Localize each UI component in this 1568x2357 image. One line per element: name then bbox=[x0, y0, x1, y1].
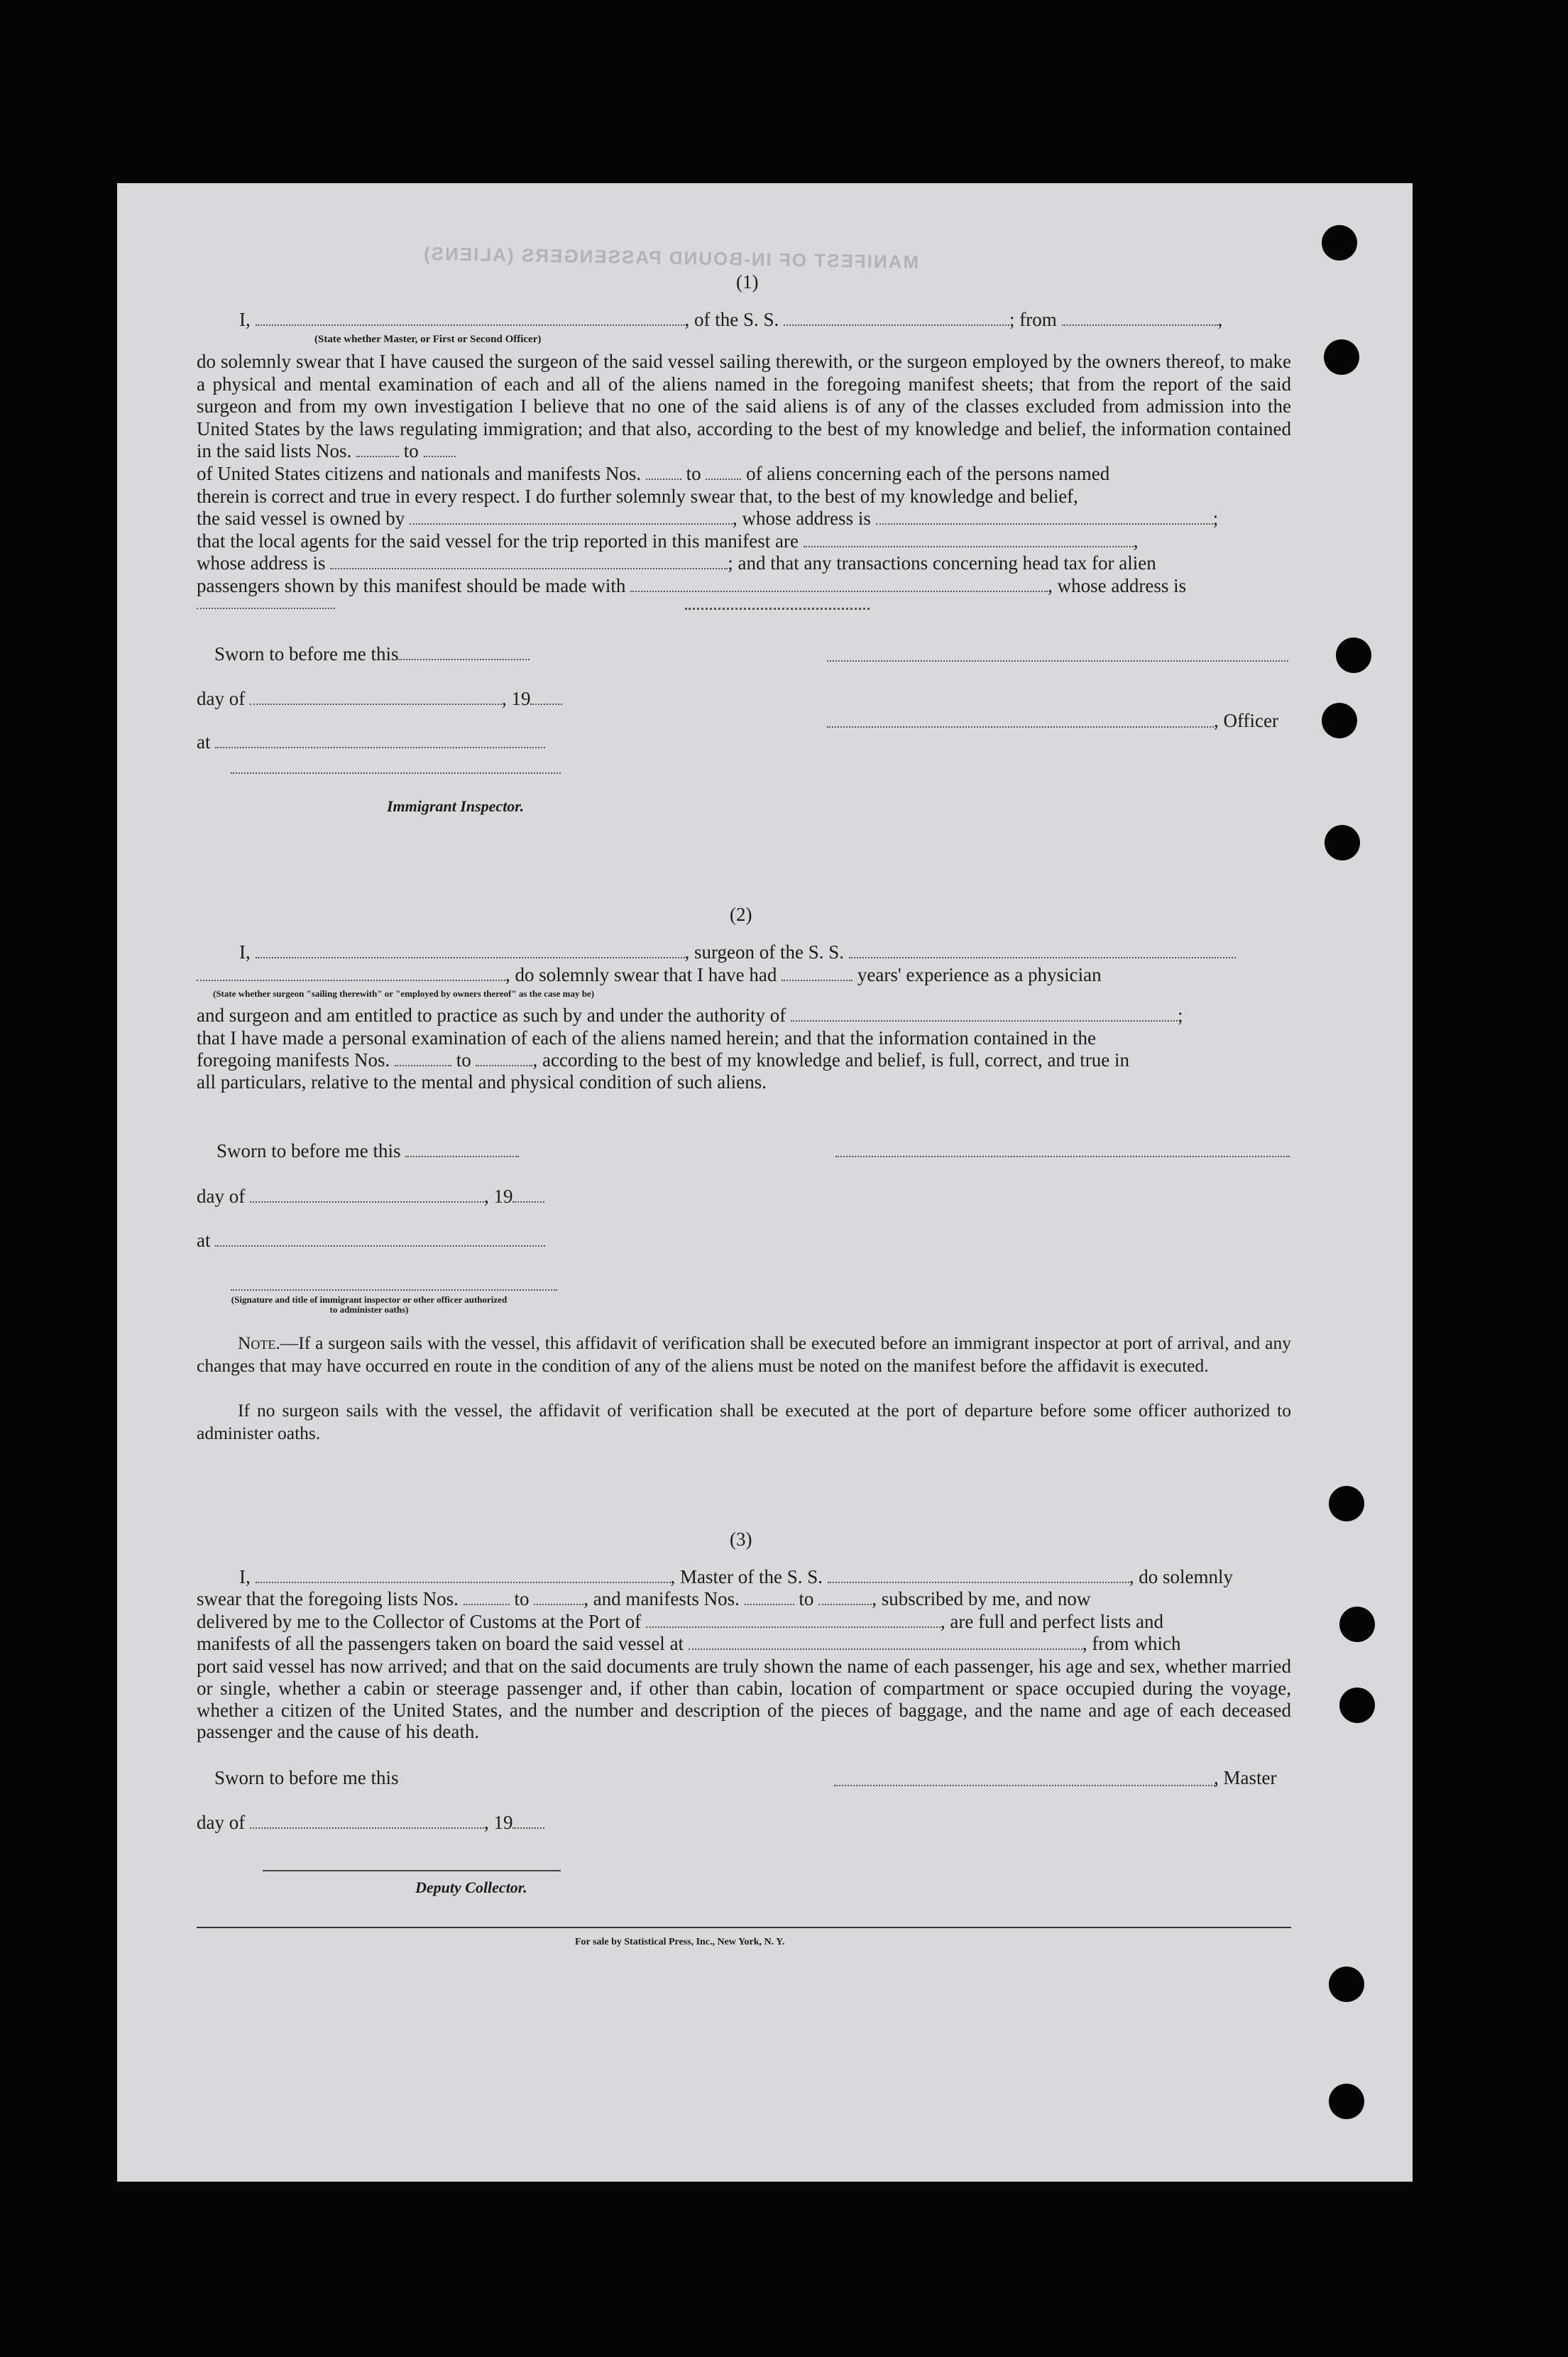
officer-signature-line-2[interactable] bbox=[231, 1289, 557, 1291]
surgeon-manifests-from-field[interactable] bbox=[395, 1049, 451, 1066]
semicolon: ; bbox=[1212, 508, 1219, 529]
years-field[interactable] bbox=[782, 964, 852, 981]
solemnly-label: , do solemnly swear that I have had bbox=[505, 964, 777, 985]
year-label: , 19 bbox=[483, 1812, 513, 1833]
binder-hole bbox=[1325, 825, 1360, 860]
surgeon-manifests-to-field[interactable] bbox=[476, 1049, 532, 1066]
section-1-bottom-rule bbox=[197, 608, 335, 609]
to-label: to bbox=[403, 440, 419, 462]
binder-hole bbox=[1339, 1688, 1375, 1723]
boarding-port-field[interactable] bbox=[689, 1633, 1082, 1650]
to-label: to bbox=[799, 1588, 814, 1609]
surgeon-status-field[interactable] bbox=[197, 964, 505, 981]
semicolon: ; bbox=[1178, 1005, 1183, 1026]
and-manifests-label: , and manifests Nos. bbox=[583, 1588, 740, 1609]
whose-address-label: , whose address is bbox=[732, 508, 871, 529]
at-line-2 bbox=[197, 1230, 545, 1252]
surgeon-vessel-field[interactable] bbox=[849, 941, 1236, 958]
years-label: years' experience as a physician bbox=[857, 964, 1102, 985]
swear-lists-label: swear that the foregoing lists Nos. bbox=[197, 1588, 459, 1609]
year-field-1[interactable] bbox=[530, 688, 562, 705]
year-label: , 19 bbox=[483, 1186, 513, 1207]
officer-signature-line[interactable] bbox=[827, 726, 1214, 728]
sworn-line-3 bbox=[214, 1767, 398, 1790]
manifests-from-field[interactable] bbox=[646, 463, 681, 480]
month-field-3[interactable] bbox=[250, 1812, 484, 1829]
binder-hole bbox=[1322, 225, 1357, 261]
lists-from-field-3[interactable] bbox=[464, 1588, 510, 1605]
section-3-number: (3) bbox=[730, 1529, 752, 1550]
surgeon-name-field[interactable] bbox=[256, 941, 685, 958]
section-2-line1 bbox=[239, 941, 1236, 964]
caption-master: (State whether Master, or First or Second Officer) bbox=[314, 334, 542, 345]
section-1-line1 bbox=[239, 309, 1222, 332]
body-text-b1: of United States citizens and nationals and manifests Nos. bbox=[197, 463, 642, 484]
section-3-line4 bbox=[197, 1633, 1181, 1656]
binder-hole bbox=[1329, 1486, 1364, 1521]
vessel-name-field[interactable] bbox=[784, 309, 1009, 326]
binder-hole bbox=[1336, 638, 1371, 673]
subscribed-label: , subscribed by me, and now bbox=[872, 1588, 1091, 1609]
surgeon-of-label: , surgeon of the S. S. bbox=[684, 941, 845, 963]
practice-line bbox=[197, 1005, 1183, 1027]
section-1-body-a bbox=[197, 351, 1291, 463]
deputy-signature-line[interactable] bbox=[263, 1870, 561, 1871]
day-of-label: day of bbox=[197, 1186, 246, 1207]
section-1-i: I, bbox=[239, 309, 251, 330]
at-label: at bbox=[197, 731, 211, 753]
month-field-2[interactable] bbox=[250, 1186, 484, 1203]
note-paragraph bbox=[197, 1332, 1291, 1377]
vessel-name-field-3[interactable] bbox=[828, 1566, 1129, 1583]
owner-address-field[interactable] bbox=[876, 508, 1213, 525]
manifests-of-label: manifests of all the passengers taken on board the said vessel at bbox=[197, 1633, 684, 1654]
authority-field[interactable] bbox=[791, 1005, 1178, 1022]
footer-text: For sale by Statistical Press, Inc., New York, N. Y. bbox=[575, 1937, 785, 1947]
sworn-label: Sworn to before me this bbox=[214, 643, 399, 665]
section-3-line2 bbox=[197, 1588, 1090, 1611]
agent-address-field[interactable] bbox=[330, 552, 728, 569]
from-which-label: , from which bbox=[1082, 1633, 1181, 1654]
whose-address-label: whose address is bbox=[197, 552, 326, 574]
officer-label: , Officer bbox=[1214, 710, 1278, 731]
sworn-label: Sworn to before me this bbox=[214, 1767, 399, 1788]
section-1-body-c: therein is correct and true in every respect. I do further solemnly swear that, to the best of my knowledge and belief, bbox=[197, 486, 1078, 507]
at-label: at bbox=[197, 1230, 211, 1251]
section-3-i: I, bbox=[239, 1566, 251, 1587]
day-of-label: day of bbox=[197, 1812, 246, 1833]
master-signature-line[interactable] bbox=[834, 1785, 1217, 1786]
bleed-through-text: MANIFEST OF IN-BOUND PASSENGERS (ALIENS) bbox=[422, 242, 919, 273]
master-of-label: , Master of the S. S. bbox=[670, 1566, 823, 1587]
master-name-field[interactable] bbox=[256, 309, 685, 326]
body-text-a: do solemnly swear that I have caused the surgeon of the said vessel sailing therewith, or the surgeon employed by the owners thereof, to make a physical and mental examination of each and all of the aliens named in the foregoing manifest sheets; that from the report of the said surgeon and from my own investigation I believe that no one of the said aliens is of any of the classes excluded from admission into the United States by the laws regulating immigration; and that also, according to the best of my knowledge and belief, the information contained in the said lists Nos. bbox=[197, 351, 1291, 462]
binder-hole bbox=[1329, 1967, 1364, 2002]
place-field-1[interactable] bbox=[215, 731, 545, 748]
body-text-b: , according to the best of my knowledge and belief, is full, correct, and true in bbox=[532, 1049, 1129, 1071]
section-1-body-b bbox=[197, 463, 1109, 486]
binder-hole bbox=[1322, 703, 1357, 738]
lists-to-field[interactable] bbox=[424, 440, 456, 457]
owned-by-line bbox=[197, 508, 1218, 530]
to-label: to bbox=[456, 1049, 471, 1071]
local-agents-line bbox=[197, 530, 1138, 553]
officer-signature-line-top[interactable] bbox=[827, 660, 1288, 662]
master-label: , Master bbox=[1214, 1767, 1277, 1788]
local-agents-field[interactable] bbox=[804, 530, 1134, 547]
immigrant-inspector-label: Immigrant Inspector. bbox=[387, 797, 525, 815]
manifests-to-field-3[interactable] bbox=[818, 1588, 872, 1605]
day-of-label: day of bbox=[197, 688, 246, 709]
comma: , bbox=[1133, 530, 1139, 552]
sworn-line-1 bbox=[214, 643, 530, 666]
port-field[interactable] bbox=[646, 1611, 941, 1628]
day-of-line-1 bbox=[197, 688, 562, 711]
section-2-number: (2) bbox=[730, 904, 752, 925]
year-label: , 19 bbox=[501, 688, 531, 709]
manifests-to-field[interactable] bbox=[706, 463, 741, 480]
year-field-3[interactable] bbox=[512, 1812, 544, 1829]
day-of-line-3 bbox=[197, 1812, 544, 1834]
owned-by-label: the said vessel is owned by bbox=[197, 508, 405, 529]
place-field-2[interactable] bbox=[215, 1230, 545, 1247]
head-tax-contact-field[interactable] bbox=[630, 575, 1048, 592]
section-2-body-c: all particulars, relative to the mental and physical condition of such aliens. bbox=[197, 1071, 767, 1093]
form-page bbox=[117, 183, 1413, 2182]
sworn-date-field-1[interactable] bbox=[398, 643, 530, 660]
note-paragraph-2 bbox=[197, 1399, 1291, 1444]
of-ss-label: , of the S. S. bbox=[684, 309, 779, 330]
comma: , bbox=[1217, 309, 1223, 330]
section-3-line1 bbox=[239, 1566, 1233, 1589]
deputy-collector-label: Deputy Collector. bbox=[415, 1879, 527, 1896]
binder-hole bbox=[1329, 2084, 1364, 2119]
delivered-label: delivered by me to the Collector of Customs at the Port of bbox=[197, 1611, 642, 1632]
master-name-field-3[interactable] bbox=[256, 1566, 671, 1583]
sworn-label: Sworn to before me this bbox=[216, 1140, 401, 1161]
at-line-1 bbox=[197, 731, 545, 754]
binder-hole bbox=[1339, 1607, 1375, 1642]
passengers-shown-line bbox=[197, 575, 1186, 598]
note-label: Note. bbox=[238, 1333, 280, 1353]
passengers-shown-label: passengers shown by this manifest should be made with bbox=[197, 575, 626, 596]
surgeon-signature-line[interactable] bbox=[835, 1156, 1290, 1157]
note-text-2: If no surgeon sails with the vessel, the affidavit of verification shall be executed at the port of departure before some officer authorized to administer oaths. bbox=[197, 1400, 1291, 1443]
section-2-line2 bbox=[197, 964, 1102, 987]
full-perfect-label: , are full and perfect lists and bbox=[940, 1611, 1164, 1632]
month-field-1[interactable] bbox=[250, 688, 502, 705]
footer-rule bbox=[197, 1927, 1291, 1928]
owner-field[interactable] bbox=[410, 508, 733, 525]
body-text-b2: of aliens concerning each of the persons named bbox=[746, 463, 1110, 484]
section-2-body-a: that I have made a personal examination of each of the aliens named herein; and that the information contained in the bbox=[197, 1027, 1097, 1049]
lists-to-field-3[interactable] bbox=[534, 1588, 583, 1605]
manifests-from-field-3[interactable] bbox=[745, 1588, 794, 1605]
practice-label: and surgeon and am entitled to practice as such by and under the authority of bbox=[197, 1005, 786, 1026]
section-2-i: I, bbox=[239, 941, 251, 963]
section-3-body: port said vessel has now arrived; and that on the said documents are truly shown the name of each passenger, his age and sex, whether married or single, whether a cabin or steerage passenger and, if other than cabin, location of compartment or space occupied during the voyage, whether a citizen of the United States, and the number and description of the pieces of baggage, and the name and age of each deceased passenger and the cause of his death. bbox=[197, 1656, 1291, 1743]
from-label: ; from bbox=[1009, 309, 1057, 330]
section-2-body-b bbox=[197, 1049, 1129, 1072]
inspector-signature-line[interactable] bbox=[231, 772, 561, 774]
caption-signature: (Signature and title of immigrant inspector or other officer authorized to administer oaths) bbox=[231, 1294, 508, 1315]
note-text: —If a surgeon sails with the vessel, this affidavit of verification shall be executed before an immigrant inspector at port of arrival, and any changes that may have occurred en route in the condition of any of the aliens must be noted on the manifest before the affidavit is executed. bbox=[197, 1333, 1291, 1376]
foregoing-label: foregoing manifests Nos. bbox=[197, 1049, 390, 1071]
sworn-line-2 bbox=[216, 1140, 519, 1163]
lists-from-field[interactable] bbox=[356, 440, 399, 457]
caption-surgeon: (State whether surgeon "sailing therewith" or "employed by owners thereof" as the case may be) bbox=[213, 988, 595, 999]
section-3-line3 bbox=[197, 1611, 1163, 1634]
whose-address-label: , whose address is bbox=[1048, 575, 1187, 596]
head-tax-line bbox=[197, 552, 1156, 575]
from-port-field[interactable] bbox=[1062, 309, 1218, 326]
to-label: to bbox=[514, 1588, 530, 1609]
section-1-number: (1) bbox=[736, 271, 759, 292]
head-tax-label: ; and that any transactions concerning head tax for alien bbox=[728, 552, 1156, 574]
sworn-date-field-2[interactable] bbox=[405, 1140, 519, 1157]
to-label: to bbox=[686, 463, 701, 484]
do-solemnly-label: , do solemnly bbox=[1129, 1566, 1233, 1587]
local-agents-label: that the local agents for the said vessel for the trip reported in this manifest are bbox=[197, 530, 799, 552]
year-field-2[interactable] bbox=[512, 1186, 544, 1203]
binder-hole bbox=[1324, 339, 1359, 375]
day-of-line-2 bbox=[197, 1186, 544, 1208]
section-1-bottom-rule-2 bbox=[685, 608, 870, 610]
